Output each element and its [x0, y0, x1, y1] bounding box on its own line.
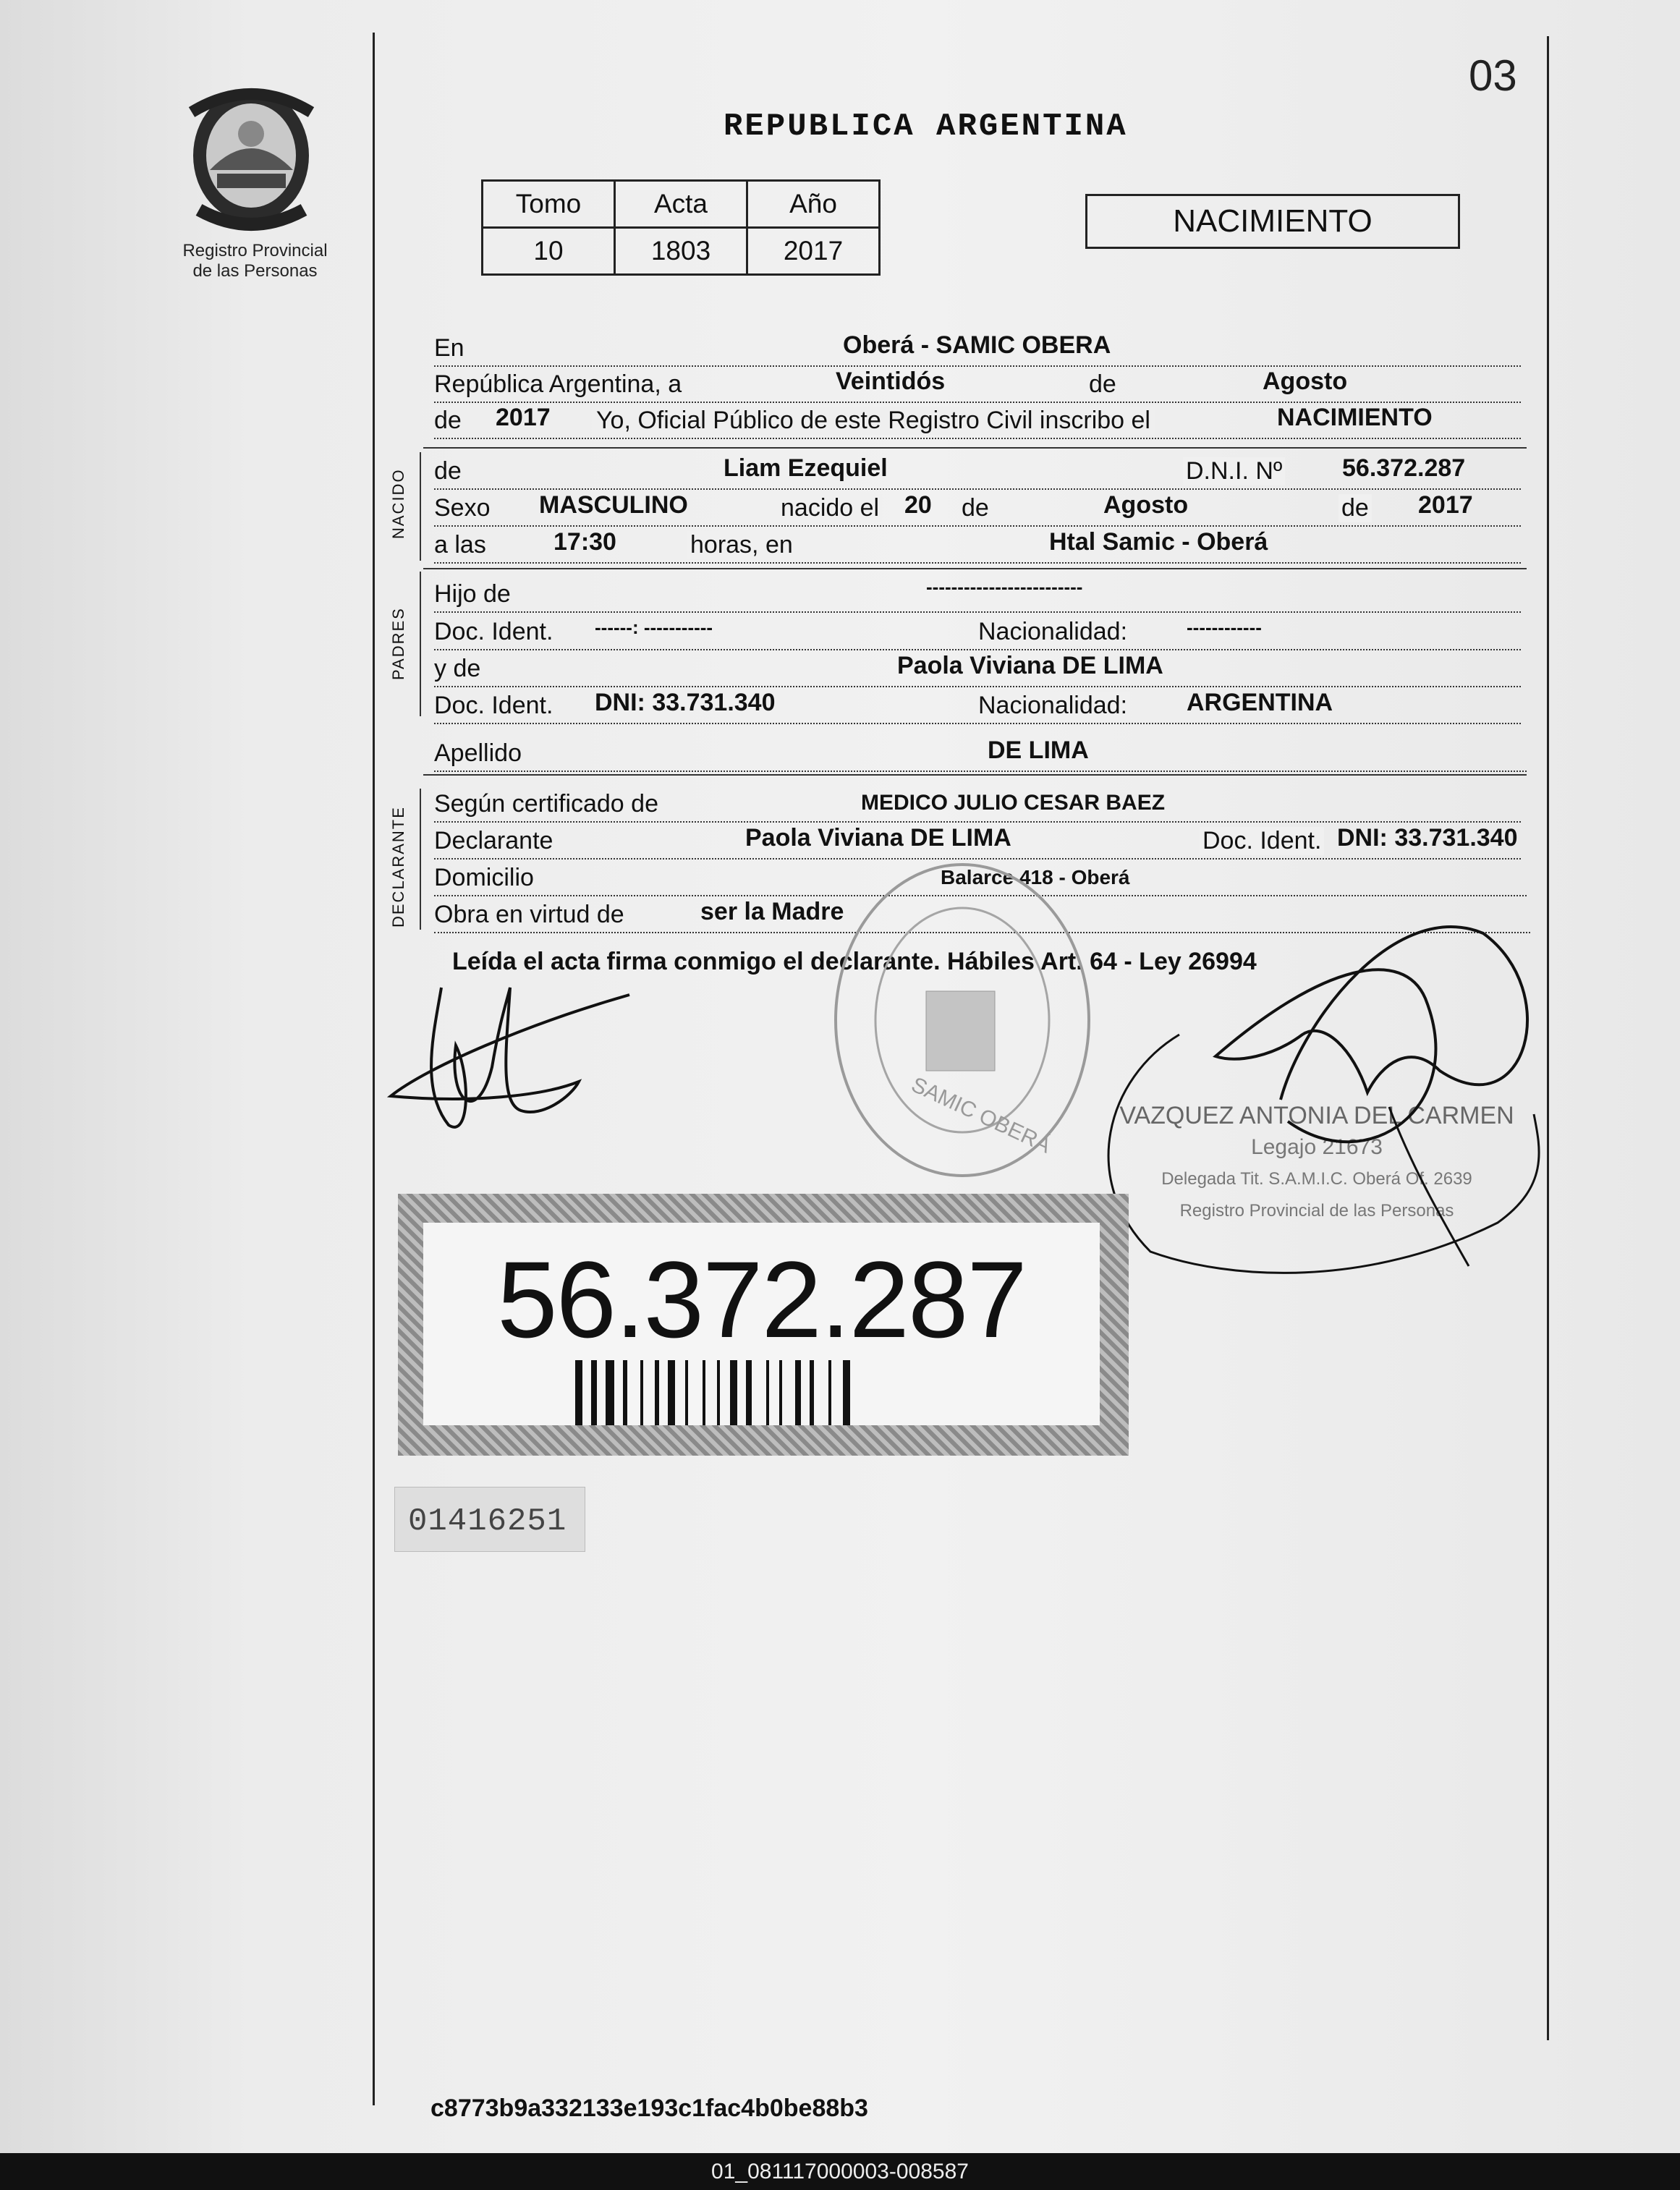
register-value-tomo: 10 — [483, 228, 615, 275]
barcode-bar — [828, 1360, 831, 1425]
value-domicilio: Balarce 418 - Oberá — [941, 866, 1130, 888]
label-declarante: Declarante — [434, 827, 553, 854]
label-republica: República Argentina, a — [434, 370, 682, 398]
official-legajo: Legajo 21673 — [1251, 1135, 1383, 1159]
value-day: Veintidós — [836, 368, 946, 395]
label-father-nationality: Nacionalidad: — [975, 618, 1130, 646]
barcode-bar — [655, 1360, 659, 1425]
barcode-bar — [685, 1360, 688, 1425]
label-dni: D.N.I. Nº — [1183, 457, 1285, 485]
label-de-birth-month: de — [959, 494, 992, 522]
closing-statement: Leída el acta firma conmigo el declarante. Hábiles Art. 64 - Ley 26994 — [452, 948, 1257, 975]
logo-caption-line1: Registro Provincial — [182, 241, 328, 260]
register-value-acta: 1803 — [615, 228, 747, 275]
official-role: Delegada Tit. S.A.M.I.C. Oberá Of. 2639 — [1161, 1169, 1472, 1189]
label-horas-en: horas, en — [687, 531, 796, 559]
official-registry: Registro Provincial de las Personas — [1179, 1201, 1454, 1221]
value-declarante: Paola Viviana DE LIMA — [745, 824, 1011, 852]
value-mother-nationality: ARGENTINA — [1187, 689, 1333, 716]
provincial-seal-logo — [177, 83, 326, 239]
label-mother-doc: Doc. Ident. — [434, 692, 553, 719]
value-birth-year: 2017 — [1418, 491, 1473, 519]
barcode-bar — [606, 1360, 614, 1425]
row-en — [434, 329, 1521, 367]
label-de-birth-year: de — [1339, 494, 1372, 522]
value-child-name: Liam Ezequiel — [724, 454, 888, 482]
value-mother-doc: DNI: 33.731.340 — [595, 689, 776, 716]
serial-label — [394, 1487, 585, 1552]
document-title: REPUBLICA ARGENTINA — [724, 109, 1128, 145]
label-segun: Según certificado de — [434, 790, 658, 818]
id-number-sticker — [398, 1194, 1129, 1456]
value-obra: ser la Madre — [700, 898, 844, 925]
footer-filename: 01_081117000003-008587 — [0, 2153, 1680, 2190]
label-mother-nationality: Nacionalidad: — [975, 692, 1130, 720]
barcode-bar — [779, 1360, 782, 1425]
logo-caption — [156, 241, 355, 281]
label-de-year: de — [434, 407, 462, 434]
svg-text:SAMIC OBERÁ: SAMIC OBERÁ — [907, 1072, 1055, 1158]
register-table — [481, 179, 881, 276]
value-year: 2017 — [496, 404, 551, 431]
label-de-name: de — [434, 457, 462, 485]
label-father-doc: Doc. Ident. — [434, 618, 553, 645]
value-mother: Paola Viviana DE LIMA — [897, 652, 1163, 679]
value-father: ------------------------- — [926, 576, 1083, 598]
value-month: Agosto — [1263, 368, 1348, 395]
barcode-bar — [795, 1360, 801, 1425]
round-stamp — [825, 854, 1100, 1190]
row-sexo — [434, 489, 1521, 527]
value-certificate: MEDICO JULIO CESAR BAEZ — [861, 791, 1166, 815]
label-apellido: Apellido — [434, 739, 522, 767]
label-inscribo: Yo, Oficial Público de este Registro Civil inscribo el — [592, 407, 1155, 435]
value-place: Oberá - SAMIC OBERA — [843, 331, 1111, 359]
barcode-bar — [623, 1360, 627, 1425]
value-act-type: NACIMIENTO — [1277, 404, 1433, 431]
barcode-bar — [746, 1360, 752, 1425]
row-year — [434, 402, 1521, 439]
page-number: 03 — [1469, 51, 1517, 100]
value-birth-day: 20 — [904, 491, 932, 519]
barcode-bar — [640, 1360, 643, 1425]
value-birth-month: Agosto — [1103, 491, 1189, 519]
row-hijo-de — [434, 575, 1521, 613]
official-signature — [1064, 875, 1556, 1299]
barcode-bar — [703, 1360, 705, 1425]
sticker-number: 56.372.287 — [497, 1239, 1026, 1360]
barcode-bar — [843, 1360, 850, 1425]
register-header-ano: Año — [747, 181, 880, 228]
register-header-tomo: Tomo — [483, 181, 615, 228]
value-father-nationality: ------------ — [1187, 616, 1262, 638]
divider-intro — [423, 447, 1527, 449]
section-label-nacido: NACIDO — [389, 468, 407, 539]
section-bar-nacido — [420, 452, 421, 561]
sticker-label — [423, 1223, 1100, 1425]
section-label-padres: PADRES — [389, 607, 407, 680]
section-bar-padres — [420, 572, 421, 716]
divider-apellido — [423, 774, 1527, 776]
serial-number: 01416251 — [408, 1503, 567, 1540]
act-type-box: NACIMIENTO — [1085, 194, 1460, 249]
value-dni: 56.372.287 — [1342, 454, 1466, 482]
declarant-signature — [383, 959, 644, 1150]
document-hash: c8773b9a332133e193c1fac4b0be88b3 — [430, 2094, 868, 2122]
value-apellido: DE LIMA — [988, 737, 1089, 764]
value-father-doc: ------: ----------- — [595, 616, 713, 638]
barcode-bar — [591, 1360, 597, 1425]
row-certificado — [434, 785, 1521, 823]
label-en: En — [434, 334, 464, 362]
value-birth-place: Htal Samic - Oberá — [1049, 528, 1268, 556]
logo-caption-line2: de las Personas — [192, 261, 318, 281]
label-nacido-el: nacido el — [778, 494, 882, 522]
row-mother — [434, 650, 1521, 687]
barcode-bar — [717, 1360, 720, 1425]
label-hijo-de: Hijo de — [434, 580, 511, 608]
barcode-bar — [766, 1360, 769, 1425]
label-de-month: de — [1089, 370, 1116, 398]
row-name — [434, 452, 1521, 490]
value-time: 17:30 — [553, 528, 616, 556]
label-domicilio: Domicilio — [434, 864, 534, 891]
barcode-bar — [575, 1360, 582, 1425]
barcode-bar — [810, 1360, 814, 1425]
barcode-bar — [730, 1360, 737, 1425]
row-republica — [434, 365, 1521, 403]
register-value-ano: 2017 — [747, 228, 880, 275]
label-sexo: Sexo — [434, 494, 491, 522]
label-y-de: y de — [434, 655, 481, 682]
row-apellido — [434, 734, 1527, 772]
value-sexo: MASCULINO — [539, 491, 688, 519]
section-label-declarante: DECLARANTE — [389, 806, 407, 928]
section-bar-declarante — [420, 789, 421, 930]
row-mother-doc — [434, 687, 1521, 724]
value-declarante-doc: DNI: 33.731.340 — [1337, 824, 1518, 852]
official-name: VAZQUEZ ANTONIA DEL CARMEN — [1119, 1102, 1514, 1129]
row-father-doc — [434, 613, 1521, 650]
label-obra: Obra en virtud de — [434, 901, 624, 928]
divider-nacido — [423, 568, 1527, 569]
left-margin-line — [373, 33, 375, 2105]
row-hora — [434, 526, 1521, 564]
barcode — [575, 1360, 995, 1425]
label-declarante-doc: Doc. Ident. — [1200, 827, 1324, 855]
register-header-acta: Acta — [615, 181, 747, 228]
label-a-las: a las — [434, 531, 486, 559]
barcode-bar — [668, 1360, 675, 1425]
